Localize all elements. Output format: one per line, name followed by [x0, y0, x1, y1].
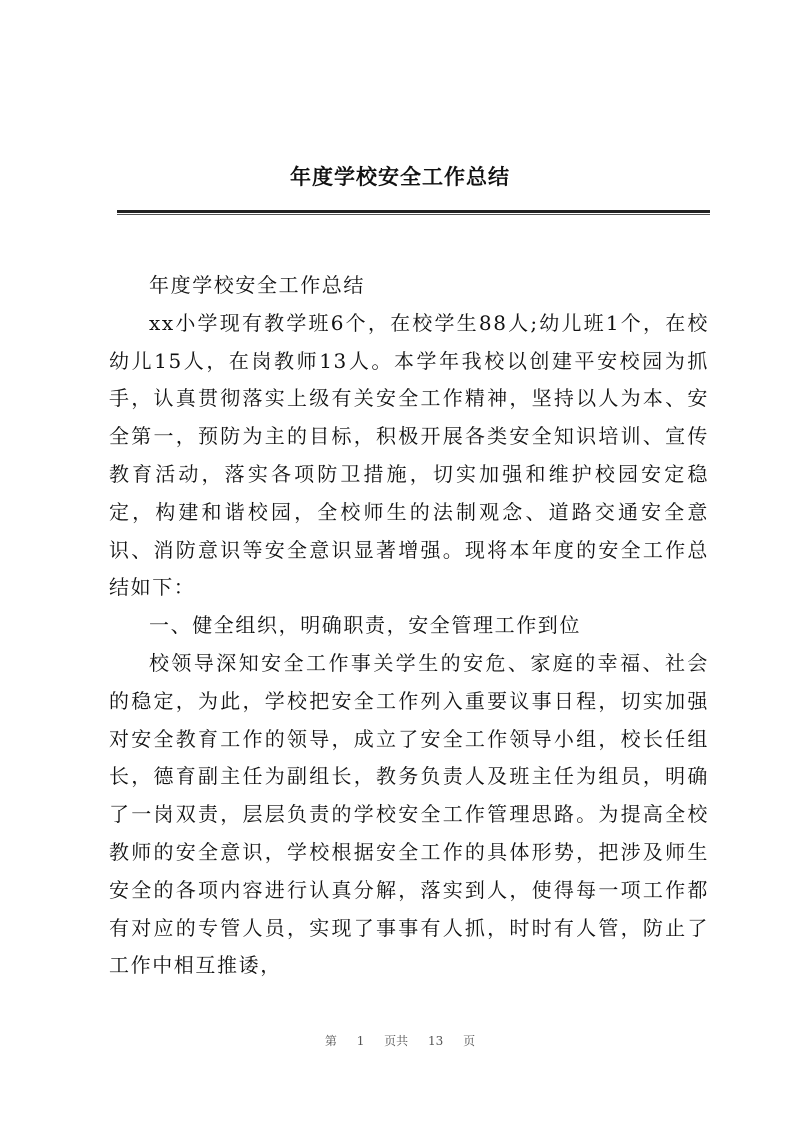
footer-suffix: 页 — [463, 1034, 476, 1048]
paragraph-intro: xx小学现有教学班6个，在校学生88人;幼儿班1个，在校幼儿15人，在岗教师13人。本学年我校以创建平安校园为抓手，认真贯彻落实上级有关安全工作精神，坚持以人为本、安全第一，预防为主的目标，积极开展各类安全知识培训、宣传教育活动，落实各项防卫措施，切实加强和维护校园安定稳定，构建和谐校园，全校师生的法制观念、道路交通安全意识、消防意识等安全意识显著增强。现将本年度的安全工作总结如下： — [109, 310, 709, 600]
body-heading: 年度学校安全工作总结 — [149, 273, 365, 297]
title-divider-thin — [117, 214, 710, 215]
footer-current-page: 1 — [356, 1034, 365, 1048]
page-footer — [0, 1032, 800, 1049]
document-body — [109, 267, 709, 985]
title-divider — [117, 210, 710, 213]
page-title: 年度学校安全工作总结 — [290, 165, 510, 189]
paragraph-section-1: 校领导深知安全工作事关学生的安危、家庭的幸福、社会的稳定，为此，学校把安全工作列入重要议事日程，切实加强对安全教育工作的领导，成立了安全工作领导小组，校长任组长，德育副主任为副组长，教务负责人及班主任为组员，明确了一岗双责，层层负责的学校安全工作管理思路。为提高全校教师的安全意识，学校根据安全工作的具体形势，把涉及师生安全的各项内容进行认真分解，落实到人，使得每一项工作都有对应的专管人员，实现了事事有人抓，时时有人管，防止了工作中相互推诿， — [109, 650, 709, 978]
section-heading: 一、健全组织，明确职责，安全管理工作到位 — [149, 613, 581, 638]
footer-prefix: 第 — [324, 1034, 337, 1048]
footer-middle: 页共 — [384, 1034, 409, 1048]
footer-total-pages: 13 — [428, 1034, 444, 1048]
